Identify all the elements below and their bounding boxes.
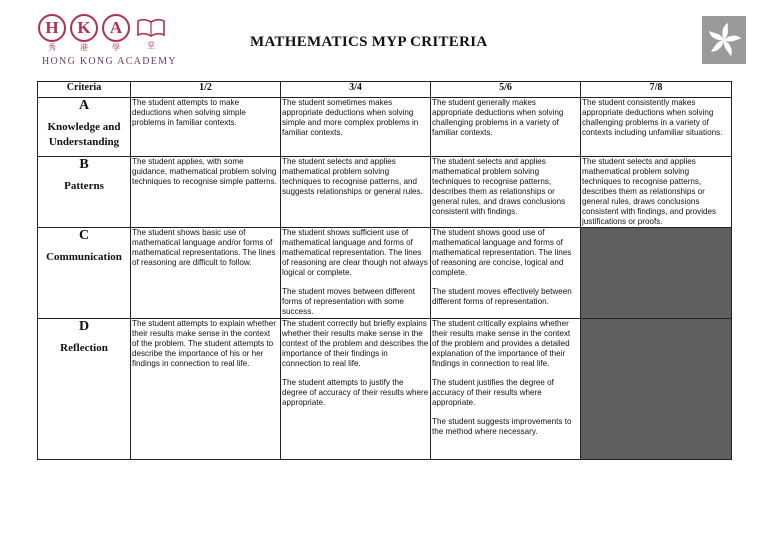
logo-letter: A	[109, 18, 123, 37]
descriptor-text: The student shows basic use of mathematical language and/or forms of mathematical representations. The lines of reasoning are difficult to follow.	[132, 228, 276, 267]
school-name: HONG KONG ACADEMY	[42, 56, 177, 67]
descriptor-cell	[281, 228, 431, 319]
descriptor-text: The student applies, with some guidance, mathematical problem solving techniques to recognise simple patterns.	[132, 157, 277, 186]
criterion-letter: A	[78, 98, 90, 113]
descriptor-cell	[431, 157, 581, 228]
criterion-name: Reflection	[60, 342, 108, 354]
criterion-cell	[38, 98, 131, 157]
descriptor-text: The student attempts to justify the degree of accuracy of their results where appropriate.	[282, 378, 429, 407]
criterion-letter: B	[79, 157, 89, 172]
column-header-7-8: 7/8	[581, 82, 732, 98]
descriptor-cell	[131, 157, 281, 228]
descriptor-text: The student moves between different forms of representation with some success.	[282, 287, 416, 316]
column-header-criteria: Criteria	[38, 82, 131, 98]
column-header-1-2: 1/2	[131, 82, 281, 98]
descriptor-text: The student generally makes appropriate deductions when solving challenging problems in a variety of familiar contexts.	[432, 98, 564, 137]
page-title: MATHEMATICS MYP CRITERIA	[250, 34, 488, 50]
criterion-letter: D	[78, 319, 90, 334]
descriptor-text: The student shows good use of mathematical language and forms of mathematical representation. The lines of reasoning are concise, logical and complete.	[432, 228, 572, 277]
descriptor-cell	[131, 228, 281, 319]
descriptor-text: The student moves effectively between different forms of representation.	[432, 287, 572, 306]
logo-char: 學	[112, 43, 120, 52]
descriptor-text: The student attempts to explain whether their results make sense in the context of the problem. The student attempts to describe the importance of his or her findings in connection to real life.	[132, 319, 276, 368]
descriptor-text: The student correctly but briefly explains whether their results make sense in the context of the problem and describes the importance of their findings in connection to real life.	[282, 319, 429, 368]
criterion-cell	[38, 319, 131, 460]
criterion-name: Communication	[46, 251, 122, 263]
descriptor-text: The student selects and applies mathematical problem solving techniques to recognise patterns, describes them as relationships or general rules, and draws conclusions consistent with findings.	[432, 157, 566, 216]
not-applicable-cell	[581, 319, 732, 460]
table-header-row	[38, 82, 732, 98]
school-logo	[38, 14, 188, 68]
criterion-cell	[38, 228, 131, 319]
descriptor-cell	[281, 98, 431, 157]
criteria-table	[37, 81, 732, 460]
logo-seal-k	[70, 14, 98, 52]
descriptor-cell	[581, 98, 732, 157]
column-header-3-4: 3/4	[281, 82, 431, 98]
bauhinia-emblem-icon	[702, 16, 746, 64]
logo-char: 秀	[48, 43, 56, 52]
descriptor-cell	[431, 319, 581, 460]
column-header-5-6: 5/6	[431, 82, 581, 98]
criterion-letter: C	[78, 228, 90, 243]
criterion-name: Knowledge and Understanding	[47, 121, 121, 148]
table-row-criterion-c	[38, 228, 732, 319]
criterion-name: Patterns	[64, 180, 104, 192]
logo-char: 堂	[147, 41, 155, 50]
descriptor-text: The student shows sufficient use of mathematical language and forms of mathematical representation. The lines of reasoning are clear though not always logical or complete.	[282, 228, 428, 277]
descriptor-text: The student consistently makes appropriate deductions when solving challenging problems in a variety of contexts including unfamiliar situations.	[582, 98, 723, 137]
descriptor-cell	[281, 157, 431, 228]
descriptor-text: The student justifies the degree of accuracy of their results where appropriate.	[432, 378, 554, 407]
descriptor-text: The student sometimes makes appropriate deductions when solving simple and more complex problems in familiar contexts.	[282, 98, 419, 137]
table-row-criterion-b	[38, 157, 732, 228]
logo-letter: H	[45, 18, 59, 37]
descriptor-cell	[431, 228, 581, 319]
descriptor-cell	[131, 98, 281, 157]
not-applicable-cell	[581, 228, 732, 319]
logo-char: 港	[80, 43, 88, 52]
logo-seal-h	[38, 14, 66, 52]
descriptor-cell	[131, 319, 281, 460]
table-row-criterion-a	[38, 98, 732, 157]
descriptor-cell	[431, 98, 581, 157]
criterion-cell	[38, 157, 131, 228]
descriptor-cell	[281, 319, 431, 460]
bauhinia-flower-icon	[702, 16, 746, 64]
logo-seals	[38, 14, 168, 52]
open-book-icon	[135, 15, 167, 41]
descriptor-text: The student selects and applies mathematical problem solving techniques to recognise patterns, describes them as relationships or general rules, draws conclusions consistent with findings, and provides justifications or proofs.	[582, 157, 717, 226]
descriptor-text: The student critically explains whether their results make sense in the context of the problem and provides a detailed explanation of the importance of their findings in connection to real life.	[432, 319, 571, 368]
table-row-criterion-d	[38, 319, 732, 460]
descriptor-text: The student suggests improvements to the method where necessary.	[432, 417, 572, 436]
logo-seal-a	[102, 14, 130, 52]
descriptor-cell	[581, 157, 732, 228]
logo-book-icon	[134, 14, 168, 50]
descriptor-text: The student selects and applies mathematical problem solving techniques to recognise patterns, and suggests relationships or general rules.	[282, 157, 423, 196]
descriptor-text: The student attempts to make deductions when solving simple problems in familiar contexts.	[132, 98, 246, 127]
logo-letter: K	[77, 18, 91, 37]
